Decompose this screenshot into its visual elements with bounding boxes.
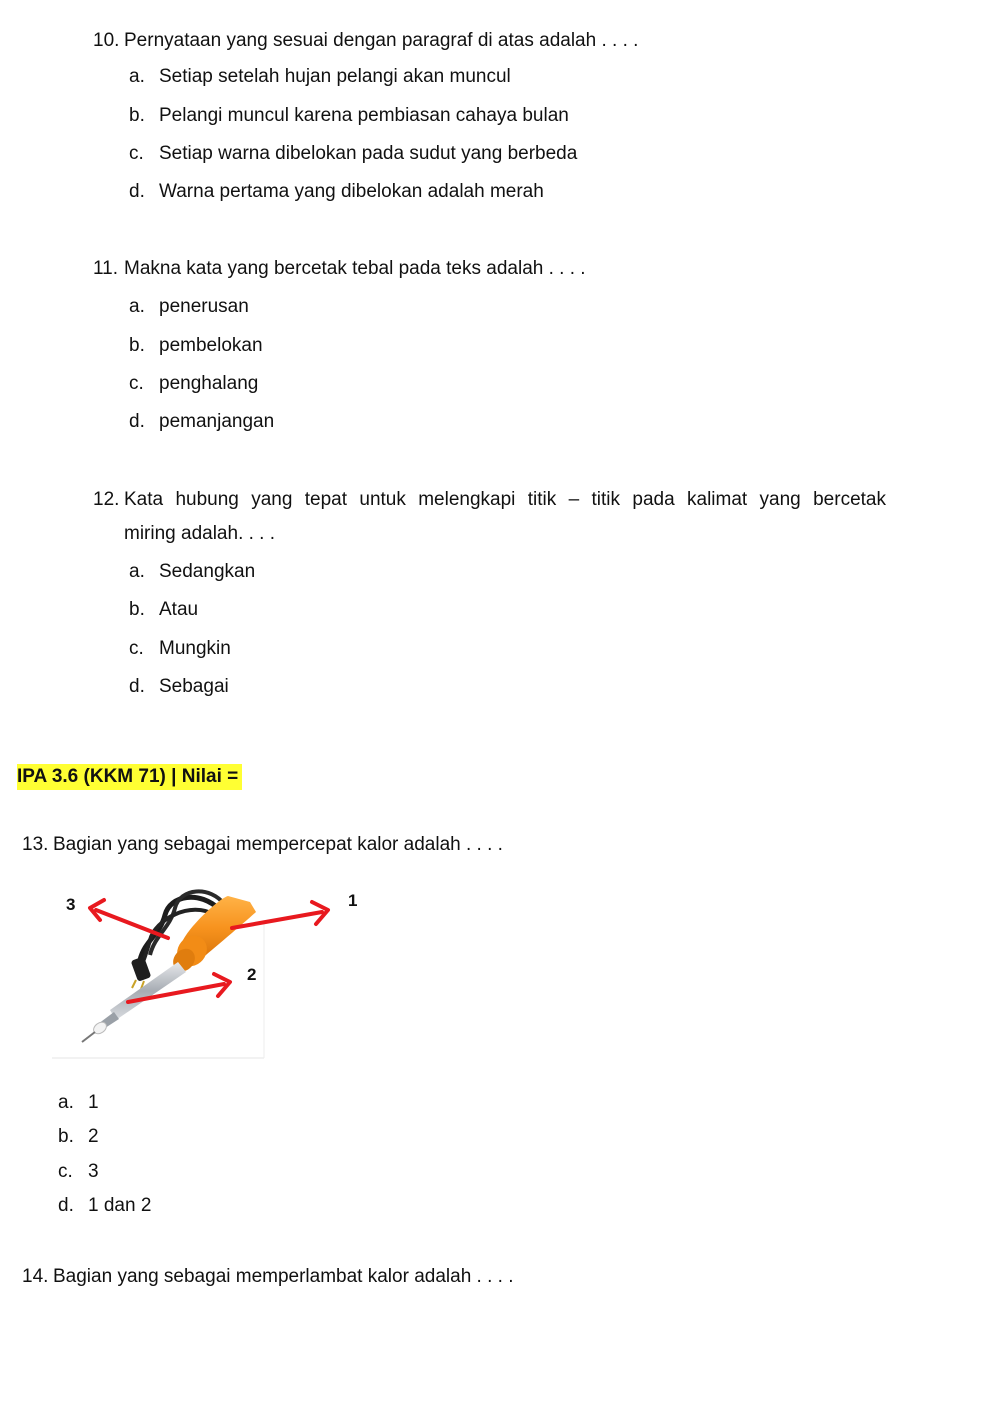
handle <box>169 896 256 976</box>
option-letter: d. <box>58 1195 74 1216</box>
option-letter: a. <box>129 561 145 582</box>
figure-label-1: 1 <box>348 891 358 910</box>
option-letter: b. <box>129 335 145 356</box>
option-text: Sedangkan <box>159 561 256 582</box>
option-letter: b. <box>129 105 145 126</box>
option-letter: d. <box>129 411 145 432</box>
question-text: Bagian yang sebagai memperlambat kalor adalah . . . . <box>53 1266 514 1287</box>
option-letter: a. <box>58 1092 74 1113</box>
option-letter: c. <box>129 373 144 394</box>
question-number: 12. <box>93 489 120 510</box>
option-letter: b. <box>129 599 145 620</box>
soldering-iron-figure <box>50 880 370 1060</box>
question-text: Pernyataan yang sesuai dengan paragraf di atas adalah . . . . <box>124 30 639 51</box>
option-letter: a. <box>129 66 145 87</box>
option-letter: c. <box>58 1161 73 1182</box>
option-text: Mungkin <box>159 638 231 659</box>
section-header: IPA 3.6 (KKM 71) | Nilai = <box>17 764 242 790</box>
question-text-line-2: miring adalah. . . . <box>124 523 276 544</box>
option-text: Setiap warna dibelokan pada sudut yang berbeda <box>159 143 578 164</box>
option-text: pembelokan <box>159 335 263 356</box>
option-text: pemanjangan <box>159 411 275 432</box>
option-letter: a. <box>129 296 145 317</box>
option-text: penghalang <box>159 373 259 394</box>
question-number: 10. <box>93 30 120 51</box>
question-text: Makna kata yang bercetak tebal pada teks adalah . . . . <box>124 258 586 279</box>
figure-label-3: 3 <box>66 895 76 914</box>
option-text: Warna pertama yang dibelokan adalah merah <box>159 181 544 202</box>
question-text-line-1: Kata hubung yang tepat untuk melengkapi titik – titik pada kalimat yang bercetak <box>124 489 886 510</box>
option-text: 1 dan 2 <box>88 1195 152 1216</box>
option-text: Setiap setelah hujan pelangi akan muncul <box>159 66 511 87</box>
option-text: 3 <box>88 1161 99 1182</box>
question-text: Bagian yang sebagai mempercepat kalor adalah . . . . <box>53 834 503 855</box>
option-letter: d. <box>129 676 145 697</box>
option-letter: c. <box>129 143 144 164</box>
option-text: Pelangi muncul karena pembiasan cahaya bulan <box>159 105 569 126</box>
arrow-3 <box>90 900 168 938</box>
option-letter: d. <box>129 181 145 202</box>
option-text: 2 <box>88 1126 99 1147</box>
question-number: 11. <box>93 258 119 279</box>
option-text: 1 <box>88 1092 99 1113</box>
question-number: 13. <box>22 834 49 855</box>
option-text: Atau <box>159 599 199 620</box>
option-text: Sebagai <box>159 676 229 697</box>
option-text: penerusan <box>159 296 249 317</box>
question-number: 14. <box>22 1266 49 1287</box>
option-letter: c. <box>129 638 144 659</box>
option-letter: b. <box>58 1126 74 1147</box>
figure-label-2: 2 <box>247 965 257 984</box>
